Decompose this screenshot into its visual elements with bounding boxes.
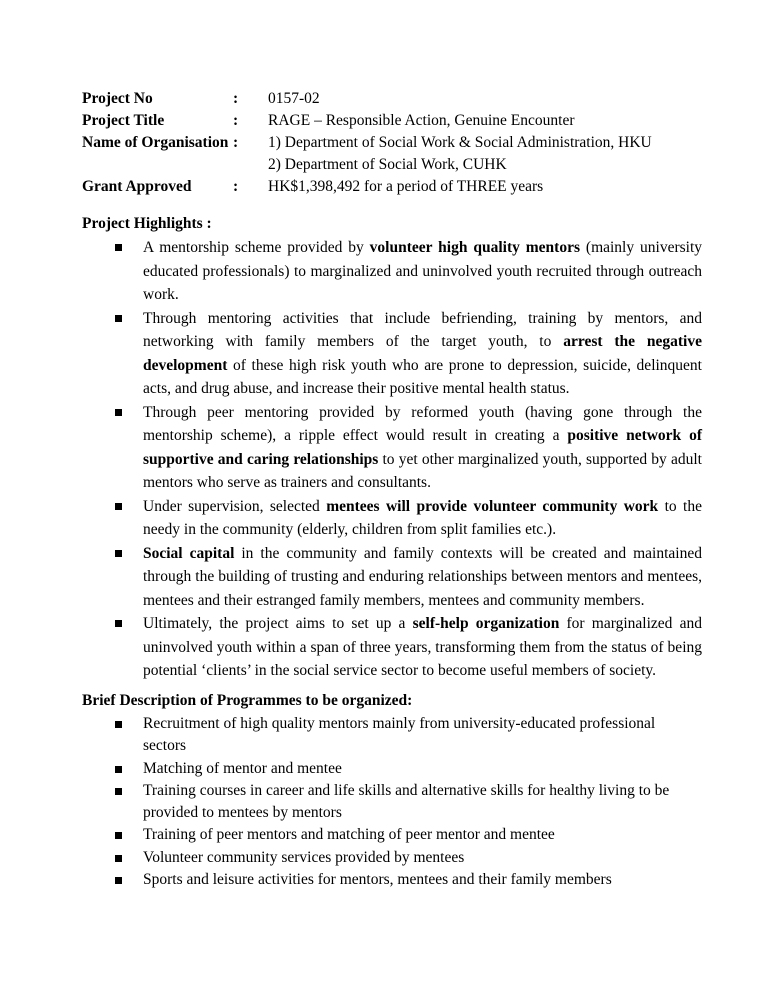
list-item	[82, 713, 702, 758]
square-bullet-icon	[115, 877, 122, 884]
item-text: for marginalized and uninvolved youth within a span of three years, transforming them from the status of being potential ‘clients’ in the social service sector to become useful members of society.	[143, 615, 702, 679]
item-text: of these high risk youth who are prone to depression, suicide, delinquent acts, and drug abuse, and increase their positive mental health status.	[143, 356, 702, 397]
grant-row	[82, 175, 652, 197]
programmes-heading: Brief Description of Programmes to be organized:	[82, 692, 413, 709]
square-bullet-icon	[115, 832, 122, 839]
organisation-label: Name of Organisation	[82, 134, 229, 151]
list-item	[82, 758, 702, 780]
item-text: in the community and family contexts will be created and maintained through the building of trusting and enduring relationships between mentors and mentees, mentees and their estranged family members, mentees and community members.	[143, 544, 702, 609]
square-bullet-icon	[115, 244, 122, 251]
item-text: Ultimately, the project aims to set up a	[143, 615, 413, 632]
colon: :	[233, 90, 239, 107]
item-text: Training courses in career and life skills and alternative skills for healthy living to be provided to mentees by mentors	[143, 781, 670, 822]
organisation-value-2: 2) Department of Social Work, CUHK	[268, 156, 507, 173]
list-item	[82, 236, 702, 307]
organisation-value-1: 1) Department of Social Work & Social Administration, HKU	[268, 134, 652, 151]
grant-value: HK$1,398,492 for a period of THREE years	[268, 178, 544, 195]
item-emphasis: Social capital	[143, 544, 235, 562]
item-text: (mainly university educated professionals) to marginalized and uninvolved youth recruited through outreach work.	[143, 239, 703, 303]
project-highlights-section	[82, 212, 702, 683]
list-item	[82, 869, 702, 891]
item-text: Through peer mentoring provided by reformed youth (having gone through the mentorship scheme), a ripple effect would result in creating a	[143, 403, 702, 444]
project-no-row	[82, 87, 652, 109]
item-emphasis: arrest the negative development	[143, 333, 702, 374]
list-item	[82, 307, 702, 401]
list-item	[82, 401, 702, 495]
colon: :	[233, 112, 239, 129]
project-info	[82, 87, 652, 197]
square-bullet-icon	[115, 550, 122, 557]
item-text: Through mentoring activities that include befriending, training by mentors, and networking with family members of the target youth, to	[143, 309, 702, 350]
organisation-row-2	[82, 153, 652, 175]
programmes-section	[82, 689, 702, 891]
item-text: Under supervision, selected	[143, 497, 327, 515]
square-bullet-icon	[115, 855, 122, 862]
item-text: to the needy in the community (elderly, children from split families etc.).	[143, 497, 702, 538]
item-text: A mentorship scheme provided by	[143, 239, 370, 256]
item-emphasis: self-help organization	[412, 615, 560, 632]
square-bullet-icon	[115, 766, 122, 773]
grant-label: Grant Approved	[82, 178, 192, 195]
item-emphasis: mentees will provide volunteer community work	[326, 497, 659, 515]
organisation-row	[82, 131, 652, 153]
list-item	[82, 780, 702, 825]
item-text: Recruitment of high quality mentors mainly from university-educated professional sectors	[143, 715, 656, 755]
square-bullet-icon	[115, 721, 122, 728]
list-item	[82, 495, 702, 542]
list-item	[82, 847, 702, 869]
highlights-heading: Project Highlights :	[82, 215, 212, 232]
square-bullet-icon	[115, 315, 122, 322]
colon: :	[233, 178, 239, 195]
square-bullet-icon	[115, 788, 122, 795]
item-emphasis: volunteer high quality mentors	[369, 239, 580, 256]
project-title-label: Project Title	[82, 112, 165, 129]
highlights-list	[82, 236, 702, 683]
item-text: to yet other marginalized youth, supported by adult mentors who serve as trainers and consultants.	[143, 450, 702, 491]
project-title-row	[82, 109, 652, 131]
list-item	[82, 824, 702, 846]
item-text: Matching of mentor and mentee	[143, 759, 342, 777]
project-no-label: Project No	[82, 90, 153, 107]
colon: :	[233, 134, 239, 151]
square-bullet-icon	[115, 620, 122, 627]
spacer	[82, 153, 233, 175]
square-bullet-icon	[115, 503, 122, 510]
project-title-value: RAGE – Responsible Action, Genuine Encounter	[268, 112, 575, 129]
spacer	[233, 153, 268, 175]
list-item	[82, 612, 702, 683]
item-emphasis: positive network of supportive and caring relationships	[143, 427, 702, 468]
square-bullet-icon	[115, 409, 122, 416]
programmes-list	[82, 713, 702, 891]
item-text: Volunteer community services provided by mentees	[143, 848, 465, 866]
item-text: Training of peer mentors and matching of peer mentor and mentee	[143, 826, 555, 844]
item-text: Sports and leisure activities for mentors, mentees and their family members	[143, 871, 612, 889]
list-item	[82, 542, 702, 613]
project-no-value: 0157-02	[268, 90, 320, 107]
